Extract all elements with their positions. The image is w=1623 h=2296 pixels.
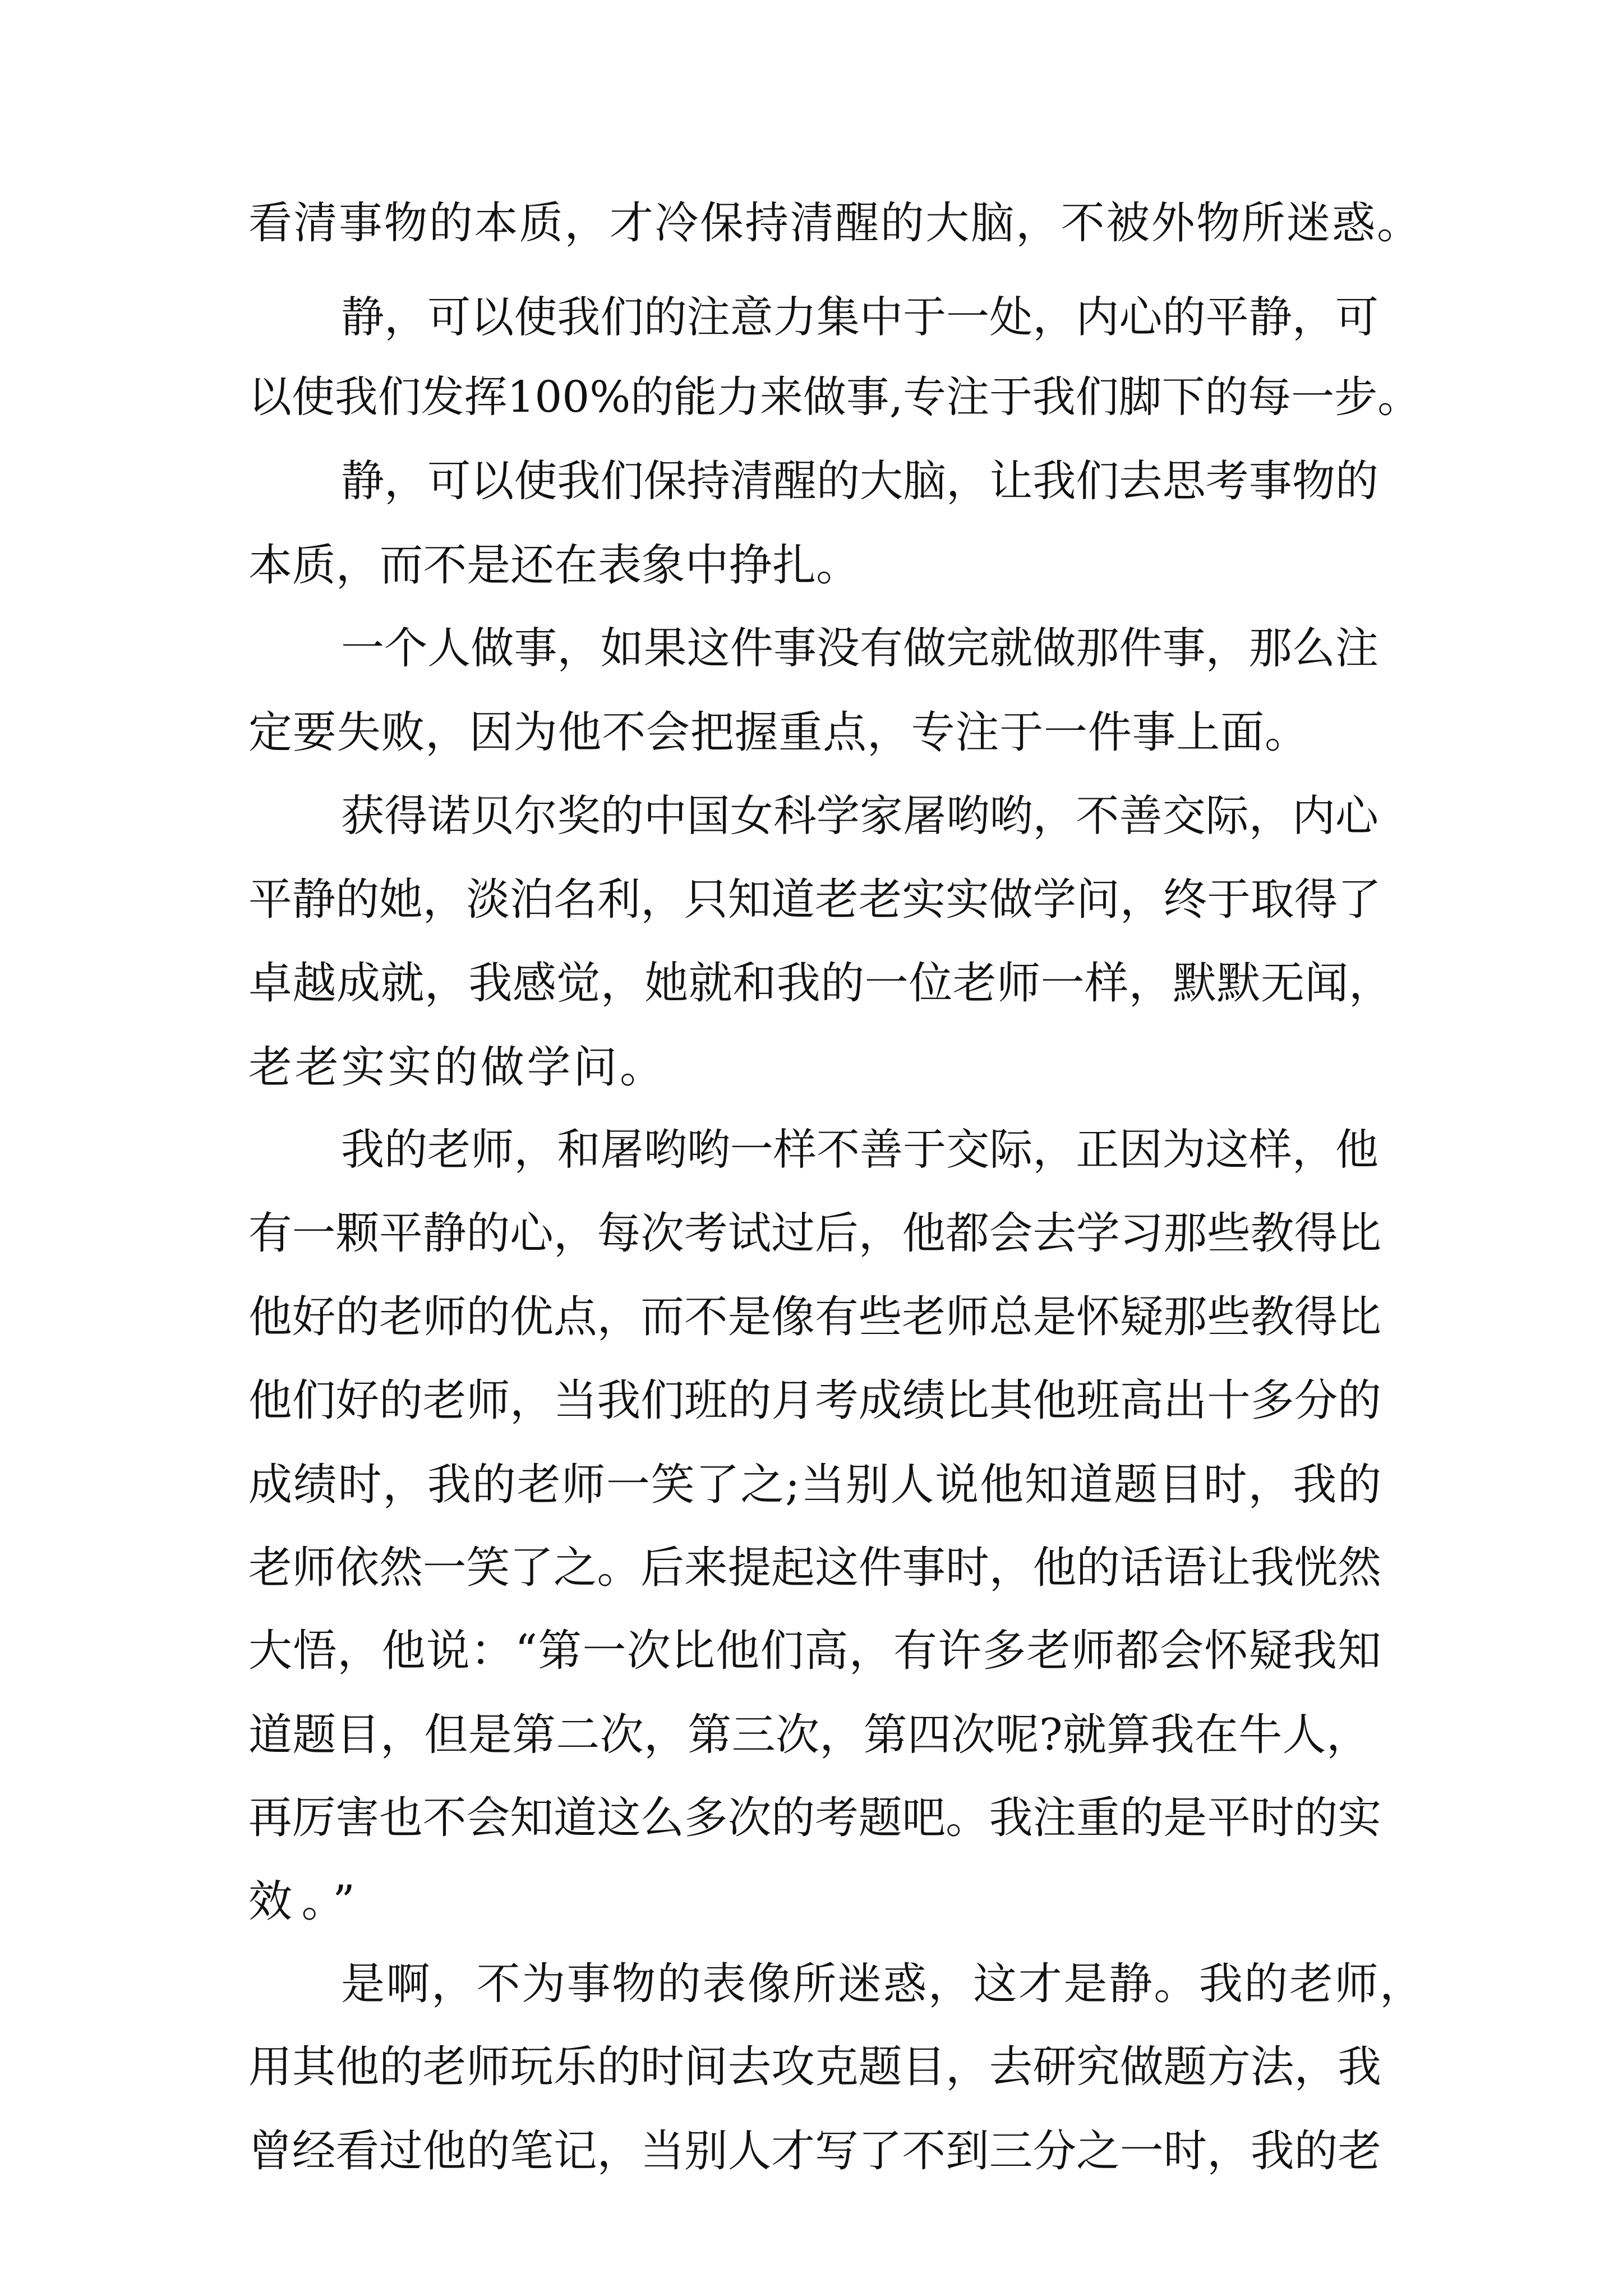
text-line-10: 卓越成就，我感觉，她就和我的一位老师一样，默默无闻， xyxy=(248,958,1393,1009)
text-line-11: 老老实实的做学问。 xyxy=(248,1042,666,1093)
text-line-3: 以使我们发挥100%的能力来做事,专注于我们脚下的每一步。 xyxy=(248,372,1421,422)
text-line-1: 看清事物的本质，才冷保持清醒的大脑，不被外物所迷惑。 xyxy=(248,198,1422,249)
text-line-9: 平静的她，淡泊名利，只知道老老实实做学问，终于取得了 xyxy=(248,875,1382,925)
text-line-12: 我的老师，和屠哟哟一样不善于交际，正因为这样，他 xyxy=(341,1125,1379,1175)
text-line-16: 成绩时，我的老师一笑了之;当别人说他知道题目时，我的 xyxy=(248,1460,1382,1510)
text-line-21: 效。” xyxy=(248,1876,365,1927)
text-line-8: 获得诺贝尔奖的中国女科学家屠哟哟，不善交际，内心 xyxy=(341,791,1379,841)
text-line-18: 大悟，他说：“第一次比他们高，有许多老师都会怀疑我知 xyxy=(248,1626,1382,1676)
text-line-19: 道题目，但是第二次，第三次，第四次呢?就算我在牛人， xyxy=(248,1710,1371,1760)
text-line-23: 用其他的老师玩乐的时间去攻克题目，去研究做题方法，我 xyxy=(248,2042,1382,2092)
text-line-4: 静，可以使我们保持清醒的大脑，让我们去思考事物的 xyxy=(341,456,1379,507)
text-line-24: 曾经看过他的笔记，当别人才写了不到三分之一时，我的老 xyxy=(248,2126,1382,2177)
text-line-15: 他们好的老师，当我们班的月考成绩比其他班高出十多分的 xyxy=(248,1375,1382,1426)
text-line-2: 静，可以使我们的注意力集中于一处，内心的平静，可 xyxy=(341,292,1379,343)
text-line-14: 他好的老师的优点，而不是像有些老师总是怀疑那些教得比 xyxy=(248,1292,1382,1342)
text-line-17: 老师依然一笑了之。后来提起这件事时，他的话语让我恍然 xyxy=(248,1543,1382,1593)
text-line-20: 再厉害也不会知道这么多次的考题吧。我注重的是平时的实 xyxy=(248,1793,1382,1843)
text-line-13: 有一颗平静的心，每次考试过后，他都会去学习那些教得比 xyxy=(248,1208,1382,1259)
text-line-5: 本质，而不是还在表象中挣扎。 xyxy=(248,540,860,591)
text-line-6: 一个人做事，如果这件事没有做完就做那件事，那么注 xyxy=(341,623,1379,674)
text-line-22: 是啊，不为事物的表像所迷惑，这才是静。我的老师， xyxy=(341,1959,1425,2009)
text-line-7: 定要失败，因为他不会把握重点，专注于一件事上面。 xyxy=(248,707,1309,758)
